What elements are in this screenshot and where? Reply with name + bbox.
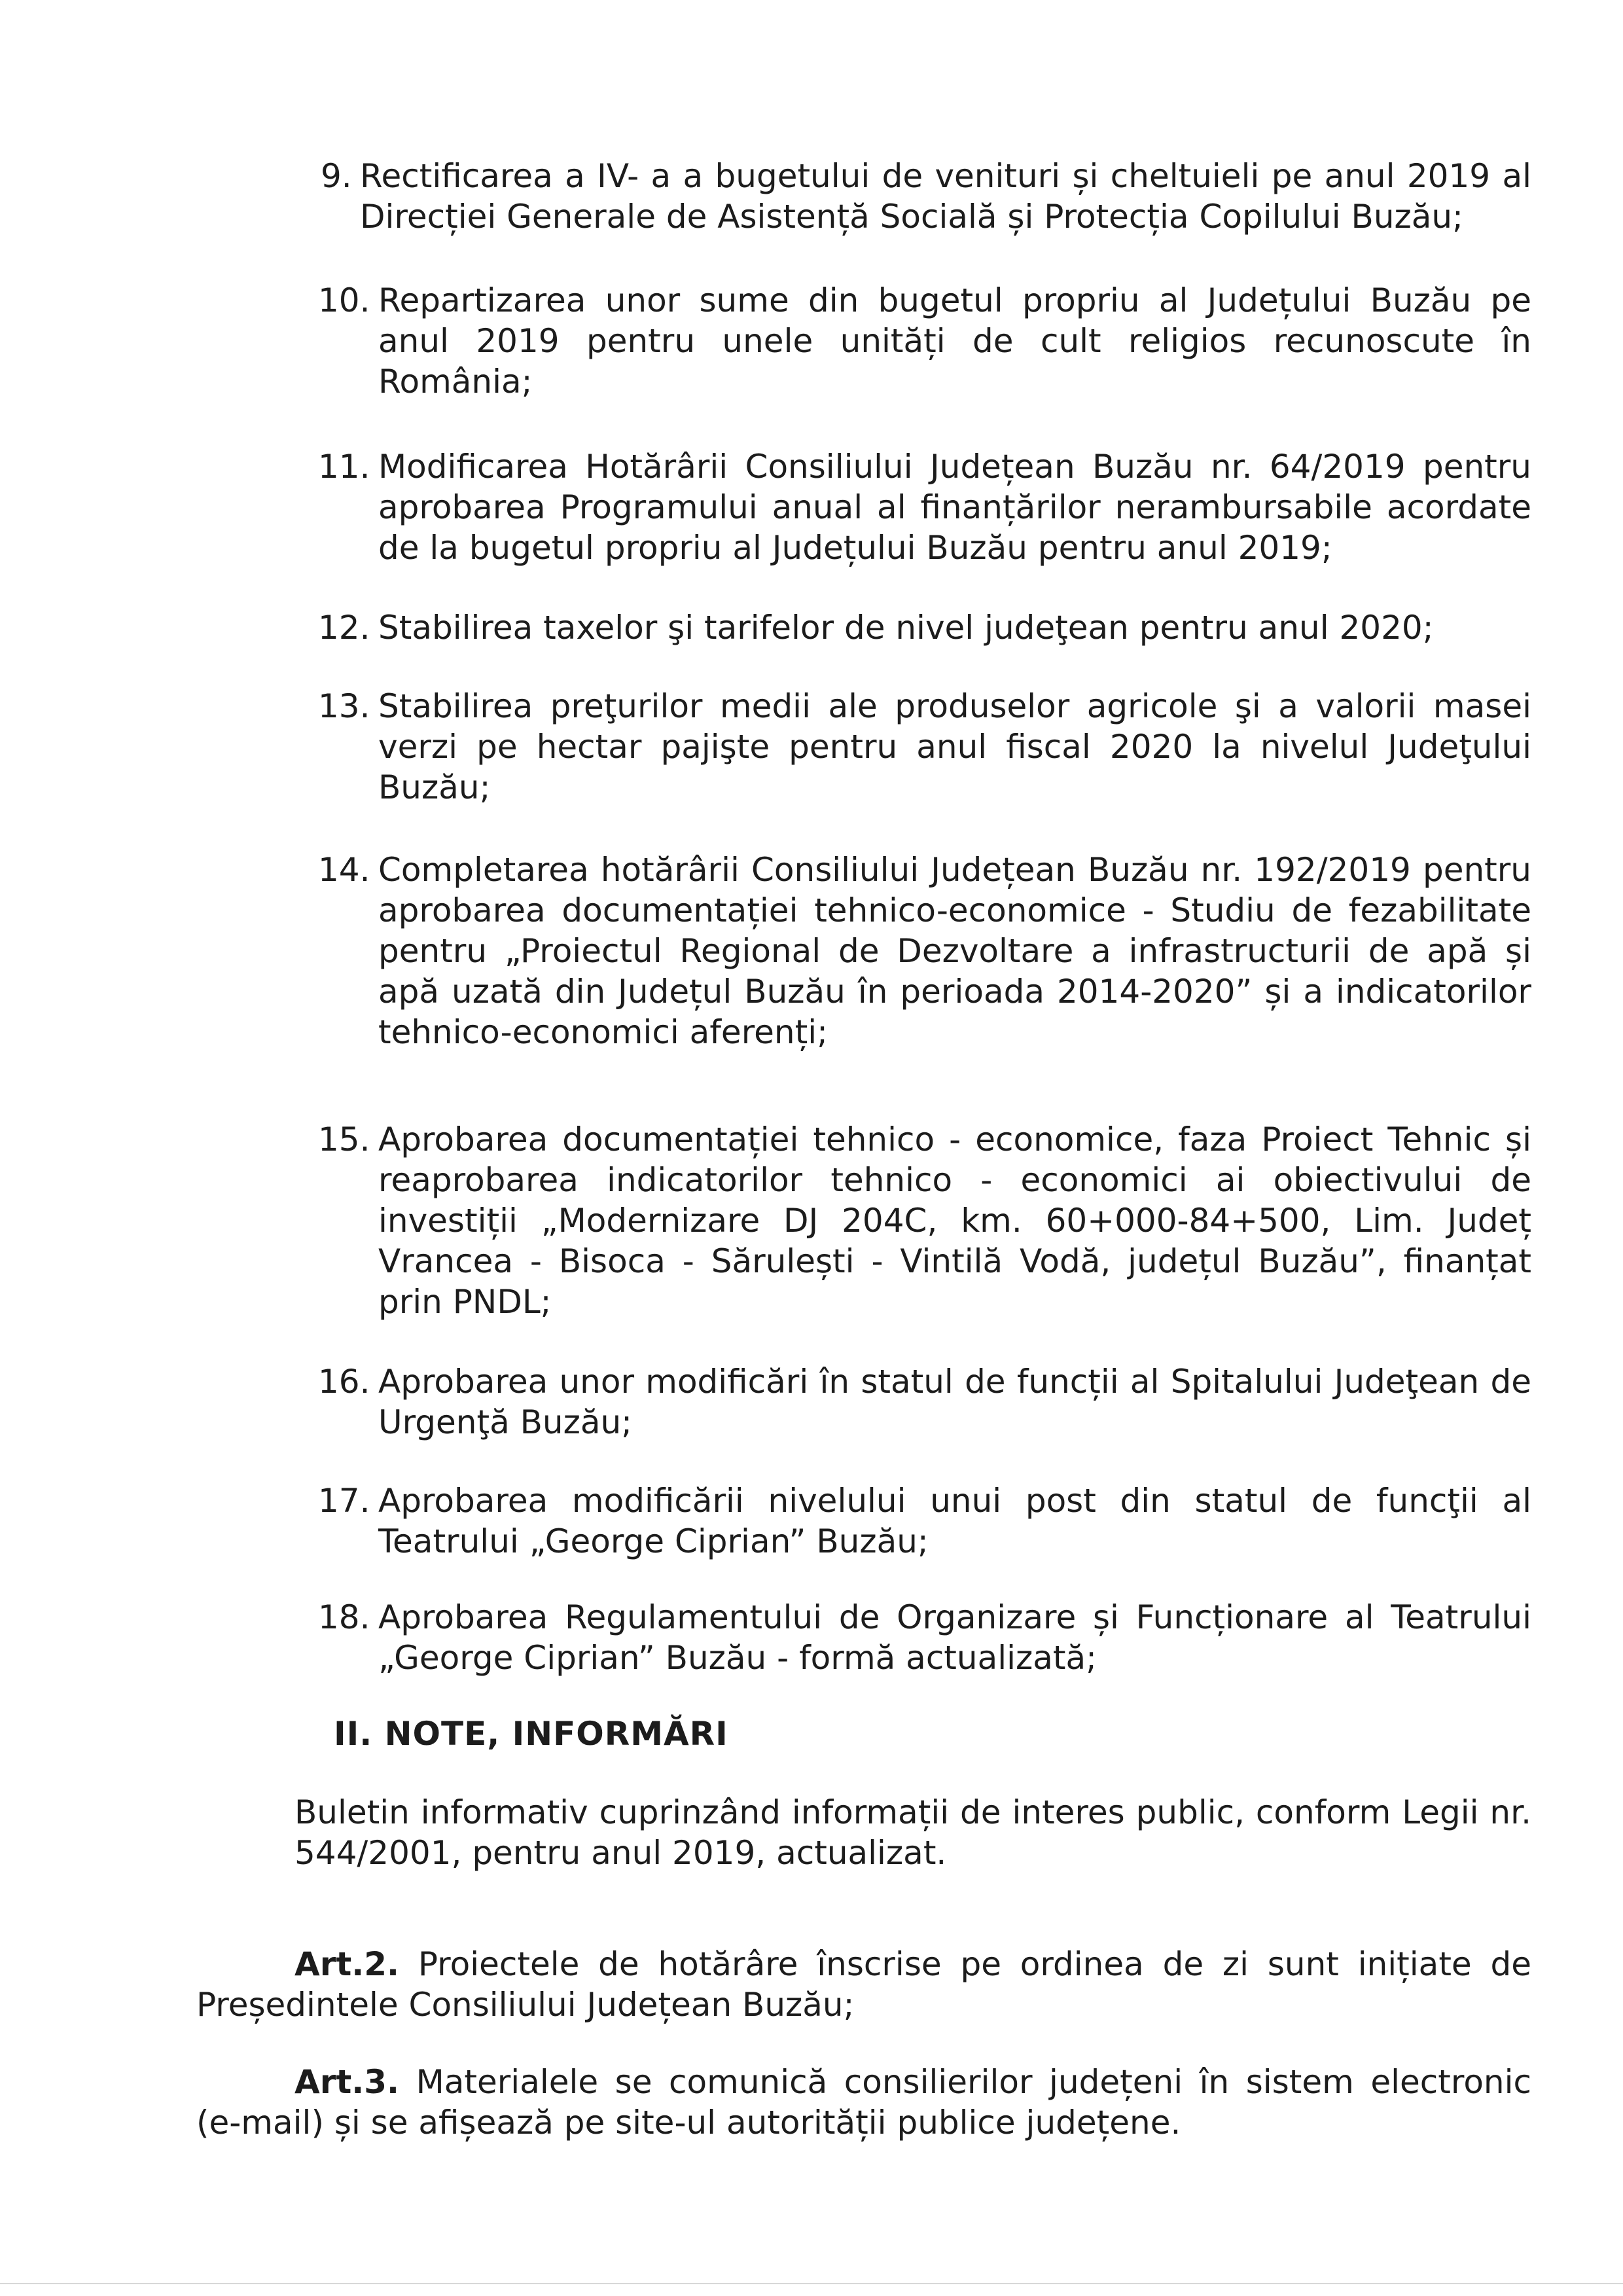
agenda-item [318, 280, 1531, 402]
agenda-item [318, 1361, 1531, 1443]
agenda-item [318, 1597, 1531, 1678]
item-text: Aprobarea Regulamentului de Organizare și Funcționare al Teatrului „George Ciprian” Buzău - formă actualizată; [378, 1598, 1531, 1677]
item-text: Rectificarea a IV- a a bugetului de venituri și cheltuieli pe anul 2019 al Direcției Generale de Asistență Socială și Protecția Copilului Buzău; [360, 157, 1531, 236]
agenda-item [321, 156, 1531, 237]
agenda-item [318, 607, 1531, 648]
item-number: 13. [318, 687, 370, 725]
article-paragraph [196, 1944, 1531, 2025]
item-number: 11. [318, 448, 370, 486]
item-number: 15. [318, 1121, 370, 1158]
item-number: 16. [318, 1363, 370, 1401]
agenda-item [318, 1119, 1531, 1322]
item-text: Stabilirea taxelor şi tarifelor de nivel judeţean pentru anul 2020; [378, 609, 1434, 647]
agenda-item [318, 850, 1531, 1052]
scan-edge-line [0, 2283, 1623, 2284]
section-paragraph: Buletin informativ cuprinzând informații de interes public, conform Legii nr. 544/2001, pentru anul 2019, actualizat. [294, 1793, 1531, 1872]
item-number: 14. [318, 851, 370, 889]
item-number: 17. [318, 1482, 370, 1520]
section-heading: II. NOTE, INFORMĂRI [334, 1715, 728, 1753]
item-number: 9. [321, 157, 352, 195]
item-text: Aprobarea unor modificări în statul de funcții al Spitalului Judeţean de Urgenţă Buzău; [378, 1363, 1531, 1441]
agenda-item [318, 686, 1531, 808]
article-label: Art.2. [294, 1945, 400, 1983]
item-text: Repartizarea unor sume din bugetul propriu al Județului Buzău pe anul 2019 pentru unele unități de cult religios recunoscute în România; [378, 281, 1531, 401]
article-text: Materialele se comunică consilierilor județeni în sistem electronic (e-mail) și se afișează pe site-ul autorității publice județene. [196, 2063, 1531, 2142]
item-number: 10. [318, 281, 370, 319]
article-paragraph [196, 2062, 1531, 2143]
item-number: 18. [318, 1598, 370, 1636]
item-text: Stabilirea preţurilor medii ale produselor agricole şi a valorii masei verzi pe hectar pajişte pentru anul fiscal 2020 la nivelul Judeţului Buzău; [378, 687, 1531, 806]
item-number: 12. [318, 609, 370, 647]
item-text: Aprobarea modificării nivelului unui post din statul de funcţii al Teatrului „George Ciprian” Buzău; [378, 1482, 1531, 1560]
agenda-item [318, 1480, 1531, 1562]
item-text: Aprobarea documentației tehnico - economice, faza Proiect Tehnic și reaprobarea indicatorilor tehnico - economici ai obiectivului de investiții „Modernizare DJ 204C, km. 60+000-84+500, Lim. Județ Vrancea - Bisoca - Sărulești - Vintilă Vodă, județul Buzău”, finanțat prin PNDL; [378, 1121, 1531, 1321]
agenda-item [318, 446, 1531, 568]
item-text: Modificarea Hotărârii Consiliului Județean Buzău nr. 64/2019 pentru aprobarea Programului anual al finanțărilor nerambursabile acordate de la bugetul propriu al Județului Buzău pentru anul 2019; [378, 448, 1531, 567]
article-text: Proiectele de hotărâre înscrise pe ordinea de zi sunt inițiate de Președintele Consiliului Județean Buzău; [196, 1945, 1531, 2024]
item-text: Completarea hotărârii Consiliului Județean Buzău nr. 192/2019 pentru aprobarea documentației tehnico-economice - Studiu de fezabilitate pentru „Proiectul Regional de Dezvoltare a infrastructurii de apă și apă uzată din Județul Buzău în perioada 2014-2020” și a indicatorilor tehnico-economici aferenți; [378, 851, 1531, 1051]
article-label: Art.3. [294, 2063, 400, 2101]
